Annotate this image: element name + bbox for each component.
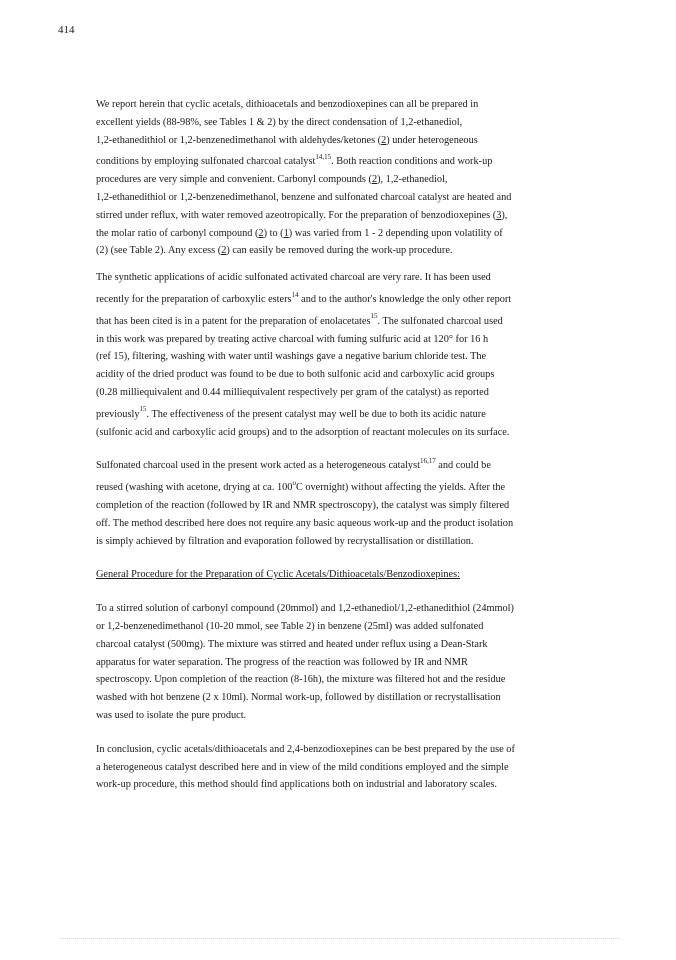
text-line: off. The method described here does not require any basic aqueous work-up and the product isolation	[96, 517, 514, 529]
paragraph-applications	[96, 269, 594, 441]
degree-superscript: o	[292, 478, 296, 487]
citation-superscript: 15	[139, 405, 147, 414]
section-heading: General Procedure for the Preparation of Cyclic Acetals/Dithioacetals/Benzodioxepines:	[96, 569, 460, 581]
text-line: acidity of the dried product was found to be due to both sulfonic acid and carboxylic acid groups	[96, 369, 495, 381]
text-line: The synthetic applications of acidic sulfonated activated charcoal are very rare. It has been used	[96, 272, 491, 284]
text-line: (0.28 milliequivalent and 0.44 milliequivalent respectively per gram of the catalyst) as reported	[96, 386, 489, 398]
text-line: Sulfonated charcoal used in the present work acted as a heterogeneous catalyst$^{16,17}$ and could be	[96, 456, 491, 472]
paragraph-reuse	[96, 457, 594, 550]
text-line: excellent yields (88-98%, see Tables 1 & 2) by the direct condensation of 1,2-ethanediol,	[96, 116, 463, 128]
paragraph-procedure	[96, 600, 594, 725]
text-line: was used to isolate the pure product.	[96, 709, 247, 721]
text-line: We report herein that cyclic acetals, dithioacetals and benzodioxepines can all be prepared in	[96, 99, 479, 110]
text-line: recently for the preparation of carboxylic esters$^{14}$ and to the author's knowledge the only other report	[96, 290, 512, 305]
text-line: that has been cited is in a patent for the preparation of enolacetates$^{15}$. The sulfonated charcoal used	[96, 312, 503, 327]
scan-artifact-line	[60, 938, 620, 941]
citation-superscript: 14	[291, 290, 299, 299]
text-line: To a stirred solution of carbonyl compound (20mmol) and 1,2-ethanediol/1,2-ethanedithiol (24mmol)	[96, 603, 514, 615]
text-line: washed with hot benzene (2 x 10ml). Normal work-up, followed by distillation or recrystallisation	[96, 692, 501, 704]
text-line: procedures are very simple and convenient. Carbonyl compounds (2), 1,2-ethanediol,	[96, 174, 448, 186]
text-line: the molar ratio of carbonyl compound (2) to (1) was varied from 1 - 2 depending upon volatility of	[96, 227, 503, 239]
text-line: (sulfonic acid and carboxylic acid groups) and to the adsorption of reactant molecules on its surface.	[96, 426, 510, 438]
text-line: in this work was prepared by treating active charcoal with fuming sulfuric acid at 120° for 16 h	[96, 333, 489, 345]
article-body	[96, 96, 594, 794]
paragraph-results	[96, 96, 594, 260]
text-line: stirred under reflux, with water removed azeotropically. For the preparation of benzodioxepines (3),	[96, 209, 508, 221]
text-line: completion of the reaction (followed by IR and NMR spectroscopy), the catalyst was simply filtered	[96, 499, 510, 511]
citation-superscript: 14,15	[315, 152, 332, 161]
text-line: work-up procedure, this method should find applications both on industrial and laboratory scales.	[96, 779, 497, 791]
text-line: or 1,2-benzenedimethanol (10-20 mmol, see Table 2) in benzene (25ml) was added sulfonated	[96, 620, 484, 632]
text-line: 1,2-ethanedithiol or 1,2-benzenedimethanol with aldehydes/ketones (2) under heterogeneous	[96, 134, 478, 146]
text-line: spectroscopy. Upon completion of the reaction (8-16h), the mixture was filtered hot and the residue	[96, 674, 506, 686]
text-line: a heterogeneous catalyst described here and in view of the mild conditions employed and the simple	[96, 761, 509, 773]
page-number: 414	[58, 24, 75, 36]
text-line: In conclusion, cyclic acetals/dithioacetals and 2,4-benzodioxepines can be best prepared by the use of	[96, 743, 515, 755]
text-line: apparatus for water separation. The progress of the reaction was followed by IR and NMR	[96, 656, 468, 668]
text-line: (ref 15), filtering, washing with water until washings gave a negative barium chloride test. The	[96, 351, 487, 363]
text-line: (2) (see Table 2). Any excess (2) can easily be removed during the work-up procedure.	[96, 245, 453, 257]
paragraph-conclusion	[96, 741, 594, 794]
text-line: reused (washing with acetone, drying at ca. 100$^o$C overnight) without affecting the yields. After the	[96, 478, 506, 494]
text-line: conditions by employing sulfonated charcoal catalyst$^{14,15}$. Both reaction conditions and work-up	[96, 152, 493, 168]
text-line: previously$^{15}$. The effectiveness of the present catalyst may well be due to both its acidic nature	[96, 405, 486, 420]
citation-superscript: 15	[370, 312, 378, 321]
text-line: is simply achieved by filtration and evaporation followed by recrystallisation or distillation.	[96, 535, 474, 547]
text-line: charcoal catalyst (500mg). The mixture was stirred and heated under reflux using a Dean-Stark	[96, 638, 488, 650]
text-line: 1,2-ethanedithiol or 1,2-benzenedimethanol, benzene and sulfonated charcoal catalyst are heated and	[96, 191, 512, 203]
citation-superscript: 16,17	[419, 456, 436, 465]
